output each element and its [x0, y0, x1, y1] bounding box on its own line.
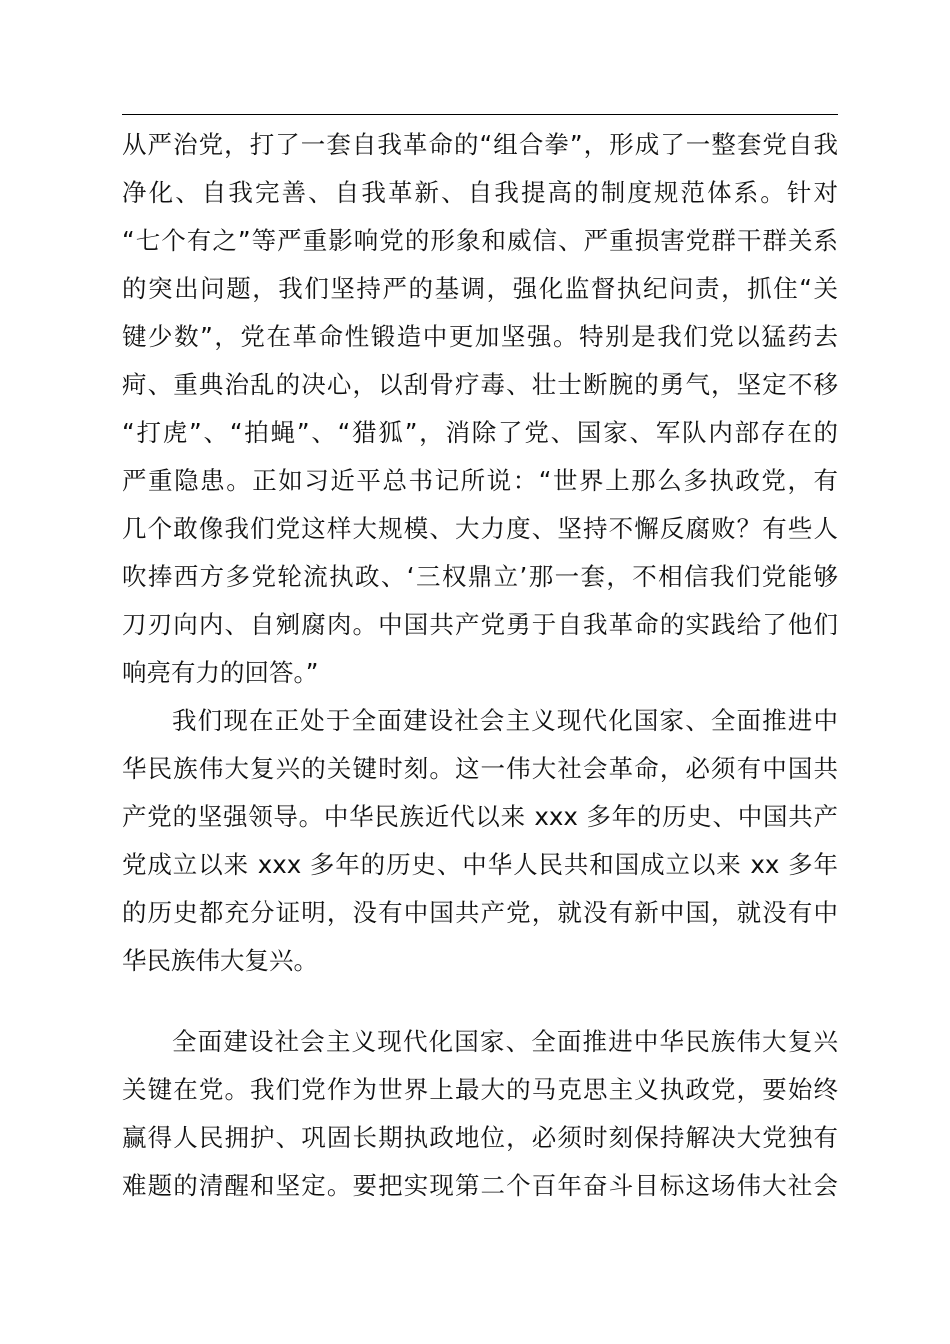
text-line: 几个敢像我们党这样大规模、大力度、坚持不懈反腐败？有些人 [122, 514, 838, 543]
text-line: 键少数”，党在革命性锻造中更加坚强。特别是我们党以猛药去 [122, 322, 838, 351]
text-line: 我们现在正处于全面建设社会主义现代化国家、全面推进中 [172, 706, 838, 735]
text-line: 的历史都充分证明，没有中国共产党，就没有新中国，就没有中 [122, 898, 838, 927]
text-line: 党成立以来 xxx 多年的历史、中华人民共和国成立以来 xx 多年 [122, 850, 838, 879]
text-line: 响亮有力的回答。” [122, 658, 319, 687]
text-line: 产党的坚强领导。中华民族近代以来 xxx 多年的历史、中国共产 [122, 802, 838, 831]
text-line: 净化、自我完善、自我革新、自我提高的制度规范体系。针对 [122, 178, 838, 207]
text-line: 华民族伟大复兴的关键时刻。这一伟大社会革命，必须有中国共 [122, 754, 838, 783]
text-line: 从严治党，打了一套自我革命的“组合拳”，形成了一整套党自我 [122, 130, 838, 159]
text-line: “七个有之”等严重影响党的形象和威信、严重损害党群干群关系 [122, 226, 838, 255]
text-line: 全面建设社会主义现代化国家、全面推进中华民族伟大复兴 [172, 1027, 838, 1056]
text-line: 华民族伟大复兴。 [122, 946, 318, 975]
text-line: 难题的清醒和坚定。要把实现第二个百年奋斗目标这场伟大社会 [122, 1171, 838, 1200]
text-line: 严重隐患。正如习近平总书记所说：“世界上那么多执政党，有 [122, 466, 838, 495]
text-line: “打虎”、“拍蝇”、“猎狐”，消除了党、国家、军队内部存在的 [122, 418, 838, 447]
text-line: 刀刃向内、自剜腐肉。中国共产党勇于自我革命的实践给了他们 [122, 610, 838, 639]
text-line: 关键在党。我们党作为世界上最大的马克思主义执政党，要始终 [122, 1075, 838, 1104]
text-line: 疴、重典治乱的决心，以刮骨疗毒、壮士断腕的勇气，坚定不移 [122, 370, 838, 399]
text-line: 的突出问题，我们坚持严的基调，强化监督执纪问责，抓住“关 [122, 274, 838, 303]
text-line: 吹捧西方多党轮流执政、‘三权鼎立’那一套，不相信我们党能够 [122, 562, 838, 591]
header-rule [122, 114, 838, 115]
text-line: 赢得人民拥护、巩固长期执政地位，必须时刻保持解决大党独有 [122, 1123, 838, 1152]
